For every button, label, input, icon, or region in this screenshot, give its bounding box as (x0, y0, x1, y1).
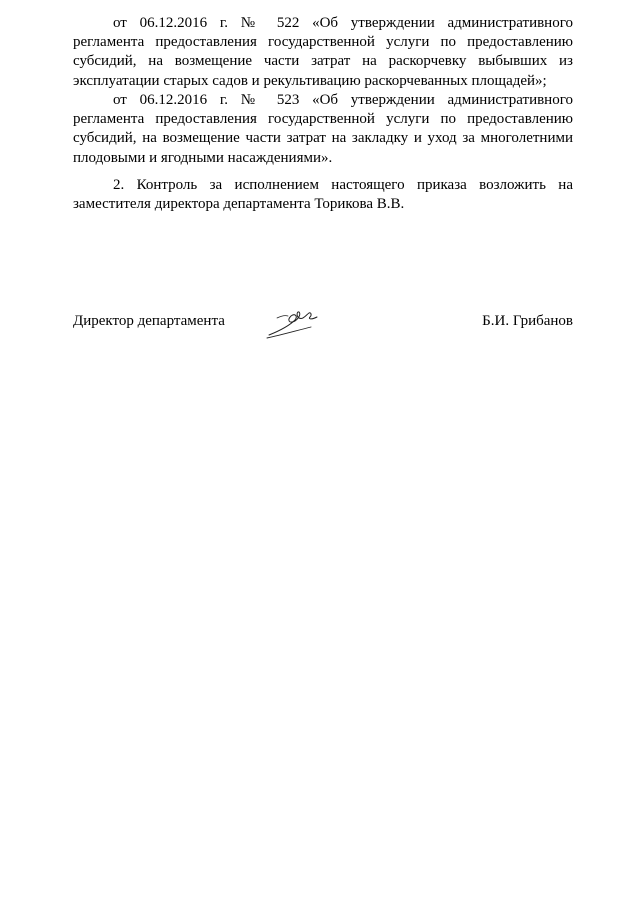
paragraph-control-clause: 2. Контроль за исполнением настоящего приказа возложить на заместителя директора департамента Торикова В.В. (73, 177, 573, 213)
paragraph-order-522: от 06.12.2016 г. № 522 «Об утверждении административного регламента предоставления государственной услуги по предоставлению субсидий, на возмещение части затрат на раскорчевку выбывших из эксплуатации старых садов и рекультивацию раскорчеванных площадей»; (73, 15, 573, 89)
signature-block (73, 312, 573, 336)
paragraph-order-523: от 06.12.2016 г. № 523 «Об утверждении административного регламента предоставления государственной услуги по предоставлению субсидий, на возмещение части затрат на закладку и уход за многолетними плодовыми и ягодными насаждениями». (73, 92, 573, 166)
signer-name: Б.И. Грибанов (482, 313, 573, 329)
signer-position-title: Директор департамента (73, 313, 225, 329)
handwritten-signature-icon (265, 304, 321, 340)
